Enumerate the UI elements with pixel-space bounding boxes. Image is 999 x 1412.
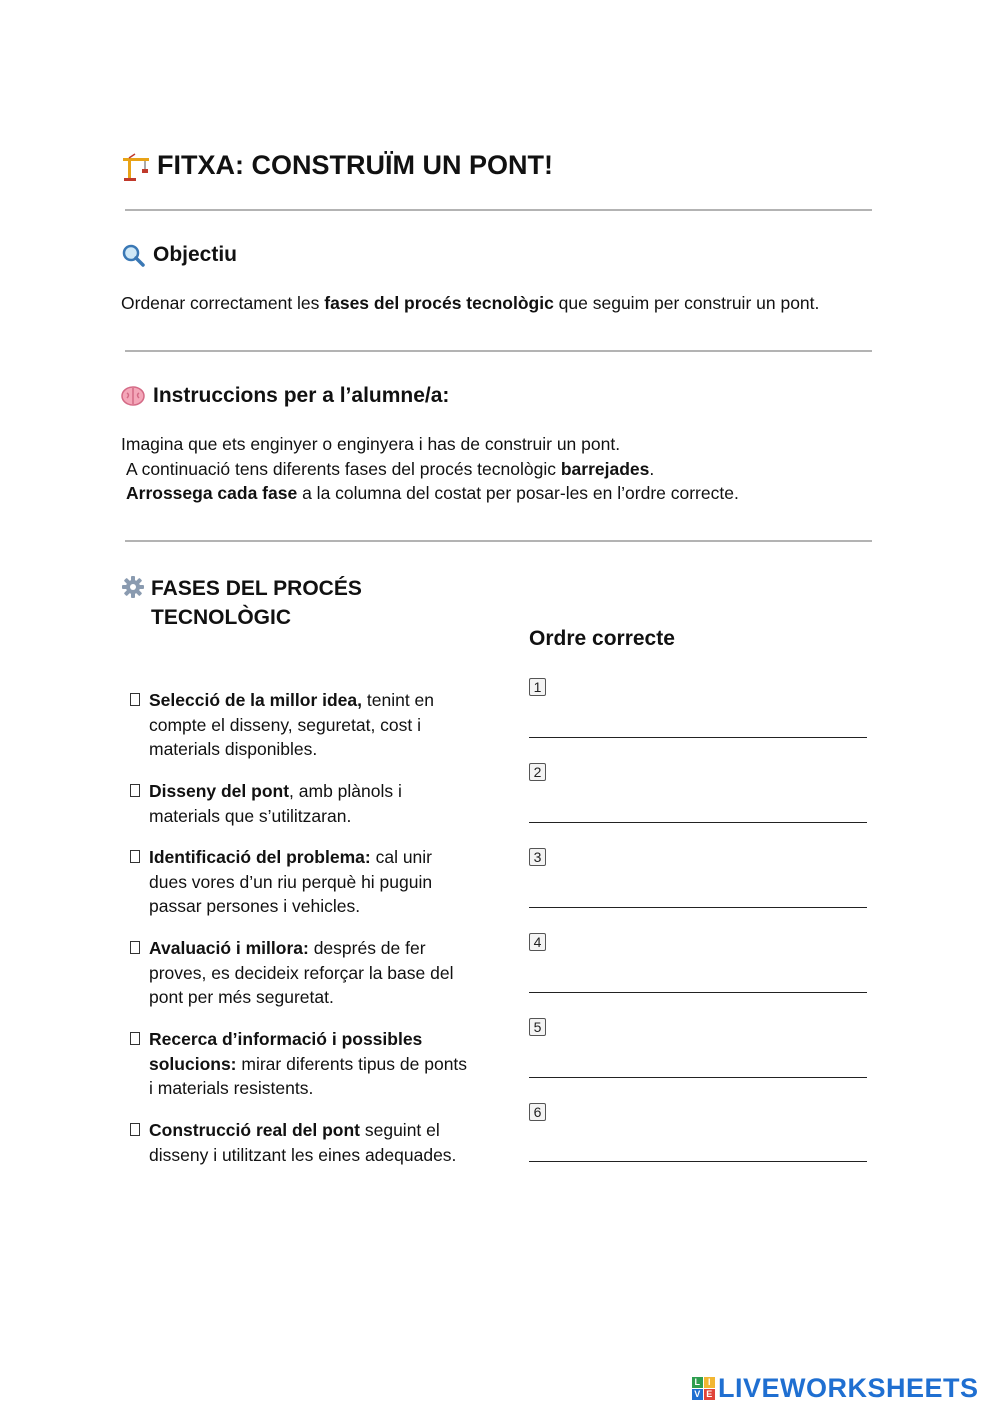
order-drop-slot[interactable] — [529, 992, 867, 993]
checkbox-icon — [130, 850, 140, 863]
order-slot-number: 4 — [529, 933, 546, 951]
liveworksheets-logo — [692, 1373, 979, 1404]
phase-item-research[interactable]: Recerca d’informació i possibles solucions: mirar diferents tipus de ponts i materials resistents. — [130, 1027, 470, 1101]
objective-heading: Objectiu — [121, 243, 237, 267]
checkbox-icon — [130, 1123, 140, 1136]
order-slot-number: 6 — [529, 1103, 546, 1121]
divider — [125, 350, 872, 352]
brain-icon — [121, 384, 145, 408]
crane-icon — [121, 153, 147, 179]
order-drop-slot[interactable] — [529, 1077, 867, 1078]
divider — [125, 209, 872, 211]
magnifier-icon — [121, 243, 145, 267]
instructions-heading: Instruccions per a l’alumne/a: — [121, 384, 449, 408]
order-drop-slot[interactable] — [529, 1161, 867, 1162]
order-slot-number: 2 — [529, 763, 546, 781]
phase-item-evaluation[interactable]: Avaluació i millora: després de fer proves, es decideix reforçar la base del pont per més seguretat. — [130, 936, 470, 1010]
divider — [125, 540, 872, 542]
order-slot-number: 3 — [529, 848, 546, 866]
instructions-text: Imagina que ets enginyer o enginyera i has de construir un pont. A continuació tens diferents fases del procés tecnològic barrejades. Arrossega cada fase a la columna del costat per posar-les en l’ordre correcte. — [121, 434, 739, 503]
order-slot-number: 5 — [529, 1018, 546, 1036]
order-slot-number: 1 — [529, 678, 546, 696]
order-drop-slot[interactable] — [529, 907, 867, 908]
checkbox-icon — [130, 693, 140, 706]
page-title — [121, 150, 553, 181]
phase-item-design[interactable]: Disseny del pont, amb plànols i materials que s’utilitzaran. — [130, 779, 470, 828]
order-drop-slot[interactable] — [529, 737, 867, 738]
liveworksheets-logo-icon: L I V E — [692, 1377, 715, 1400]
phase-item-problem[interactable]: Identificació del problema: cal unir dues vores d’un riu perquè hi puguin passar persones i vehicles. — [130, 845, 470, 919]
phase-item-selection[interactable]: Selecció de la millor idea, tenint en compte el disseny, seguretat, cost i materials disponibles. — [130, 688, 470, 762]
objective-text: Ordenar correctament les fases del procés tecnològic que seguim per construir un pont. — [121, 293, 820, 313]
brand-name: LIVEWORKSHEETS — [718, 1373, 979, 1403]
checkbox-icon — [130, 941, 140, 954]
phases-heading: FASES DEL PROCÉS TECNOLÒGIC — [121, 574, 421, 632]
order-heading: Ordre correcte — [529, 627, 675, 650]
checkbox-icon — [130, 1032, 140, 1045]
gear-icon — [121, 575, 145, 599]
page-title-text: FITXA: CONSTRUÏM UN PONT! — [157, 150, 553, 180]
phase-item-construction[interactable]: Construcció real del pont seguint el disseny i utilitzant les eines adequades. — [130, 1118, 470, 1167]
order-drop-slot[interactable] — [529, 822, 867, 823]
checkbox-icon — [130, 784, 140, 797]
